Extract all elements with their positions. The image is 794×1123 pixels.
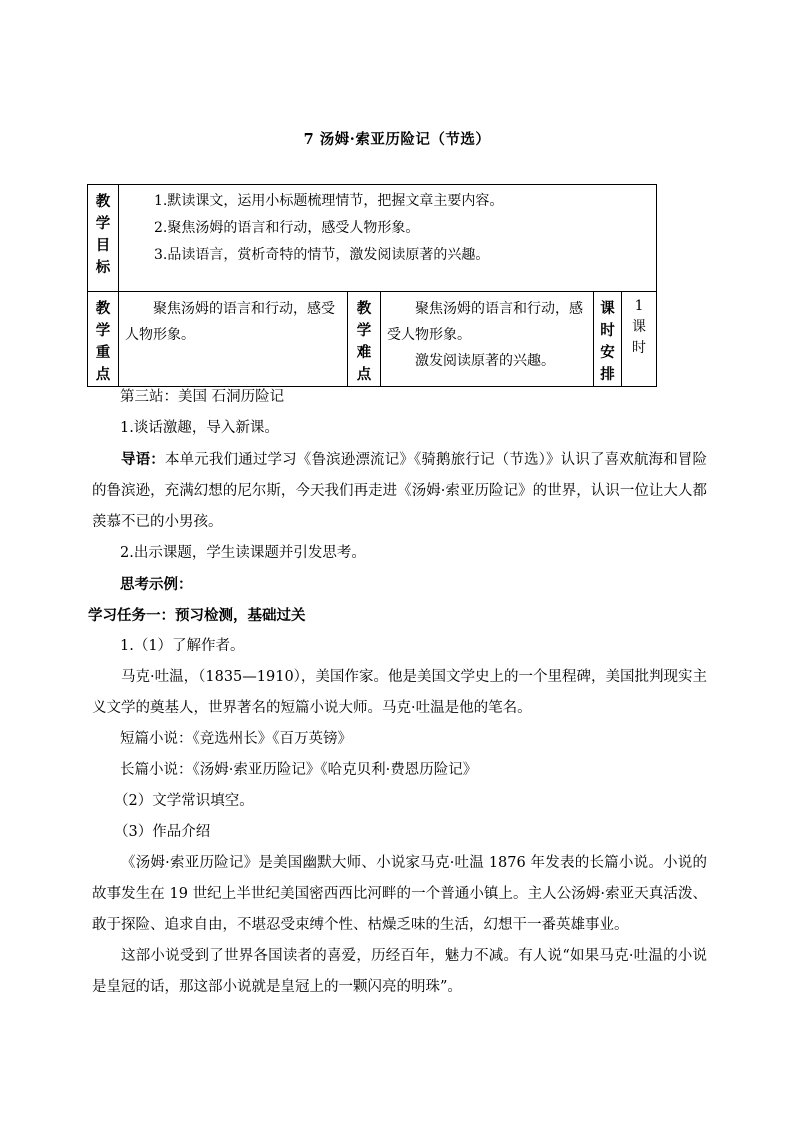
key-points-header: 教 学 重 点 <box>88 292 119 387</box>
goals-content <box>119 185 657 292</box>
step-2: 2.出示课题，学生读课题并引发思考。 <box>120 545 366 561</box>
think-example-heading: 思考示例： <box>120 576 193 593</box>
goals-header: 教 学 目 标 <box>88 185 119 292</box>
goal-item: 2.聚焦汤姆的语言和行动，感受人物形象。 <box>154 220 420 236</box>
task-1-heading: 学习任务一：预习检测，基础过关 <box>88 607 306 624</box>
goal-item: 1.默读课文，运用小标题梳理情节，把握文章主要内容。 <box>154 193 504 209</box>
work-intro: 《汤姆·索亚历险记》是美国幽默大师、小说家马克·吐温 1876 年发表的长篇小说。小说的故事发生在 19 世纪上半世纪美国密西西比河畔的一个普通小镇上。主人公汤姆·索亚天真活泼、敢于探险、追求自由，不堪忍受束缚个性、枯燥乏味的生活，幻想干一番英雄事业。 <box>92 855 707 933</box>
goal-item: 3.品读语言，赏析奇特的情节，激发阅读原著的兴趣。 <box>154 247 490 263</box>
sub-3: （3）作品介绍 <box>114 824 211 840</box>
sub-2: （2）文学常识填空。 <box>114 793 254 809</box>
author-intro: 马克·吐温，（1835—1910），美国作家。他是美国文学史上的一个里程碑，美国批判现实主义文学的奠基人，世界著名的短篇小说大师。马克·吐温是他的笔名。 <box>92 669 707 716</box>
short-novels: 短篇小说：《竞选州长》《百万英镑》 <box>120 731 352 747</box>
schedule-header: 课 时 安 排 <box>594 292 622 387</box>
difficulty-content: 聚焦汤姆的语言和行动，感受人物形象。 激发阅读原著的兴趣。 <box>381 292 594 387</box>
schedule-value: 1 课 时 <box>622 292 657 387</box>
guide-paragraph: 导语：本单元我们通过学习《鲁滨逊漂流记》《骑鹅旅行记（节选）》认识了喜欢航海和冒险的鲁滨逊，充满幻想的尼尔斯，今天我们再走进《汤姆·索亚历险记》的世界，认识一位让大人都羡慕不已的小男孩。 <box>92 451 707 530</box>
step-1: 1.谈话激趣，导入新课。 <box>120 420 279 436</box>
lesson-plan-table <box>87 184 657 387</box>
praise-paragraph: 这部小说受到了世界各国读者的喜爱，历经百年，魅力不减。有人说“如果马克·吐温的小说是皇冠的话，那这部小说就是皇冠上的一颗闪亮的明珠”。 <box>92 948 707 995</box>
long-novels: 长篇小说：《汤姆·索亚历险记》《哈克贝利·费恩历险记》 <box>120 762 478 778</box>
key-points-content: 聚焦汤姆的语言和行动，感受人物形象。 <box>119 292 348 387</box>
sub-1: 1.（1）了解作者。 <box>120 638 245 654</box>
lesson-body <box>88 382 707 1003</box>
page-title: 7 汤姆·索亚历险记（节选） <box>303 131 491 148</box>
difficulty-header: 教 学 难 点 <box>348 292 381 387</box>
station-heading: 第三站：美国 石洞历险记 <box>120 389 285 405</box>
